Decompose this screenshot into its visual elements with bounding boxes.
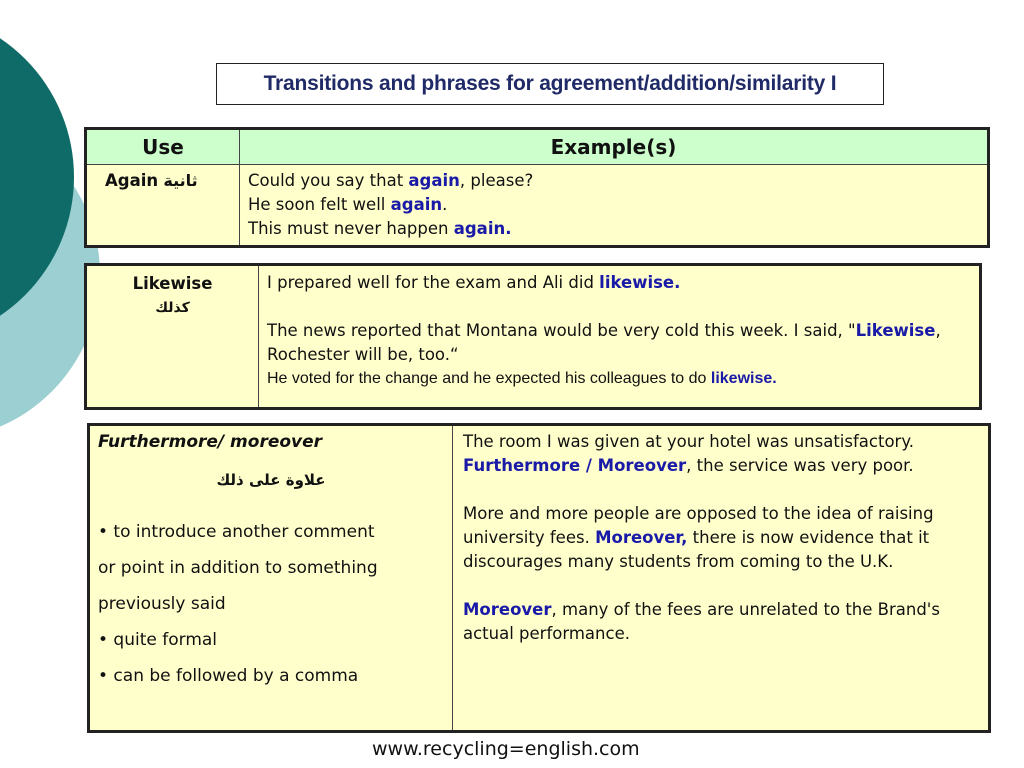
table-likewise: [84, 263, 982, 410]
examples-cell: [453, 425, 990, 732]
table-row: [86, 165, 989, 247]
header-use: Use: [86, 129, 240, 165]
usage-note: • can be followed by a comma: [98, 666, 359, 686]
example-keyword: Moreover: [463, 600, 552, 619]
example-line: [267, 367, 971, 391]
example-line: [248, 169, 979, 193]
use-arabic: كذلك: [155, 300, 190, 316]
example-text: I prepared well for the exam and Ali did: [267, 273, 600, 292]
usage-note: • quite formal: [98, 630, 218, 650]
example-text: The room I was given at your hotel was unsatisfactory.: [463, 432, 914, 451]
use-arabic: ثانية: [163, 171, 198, 190]
header-examples: Example(s): [240, 129, 989, 165]
page-title: Transitions and phrases for agreement/addition/similarity I: [263, 72, 837, 95]
table-row: [86, 265, 981, 409]
use-cell: [89, 425, 453, 732]
use-arabic: علاوة على ذلك: [216, 471, 326, 489]
example-text: More and more people are opposed to the idea of raising university fees.: [463, 504, 934, 547]
table-again: [84, 127, 990, 248]
example-text: .: [442, 195, 448, 214]
example-text: He soon felt well: [248, 195, 391, 214]
example-text: , the service was very poor.: [686, 456, 914, 475]
example-keyword: Moreover,: [595, 528, 688, 547]
use-word: Again: [105, 171, 159, 190]
usage-note: • to introduce another comment: [98, 522, 375, 542]
example-text: , many of the fees are unrelated to the Brand's actual performance.: [463, 600, 940, 643]
example-text: , please?: [459, 171, 534, 190]
table-header-row: [86, 129, 989, 165]
example-keyword: likewise.: [710, 370, 777, 387]
example-line: [267, 271, 971, 295]
example-line: [248, 217, 979, 241]
use-cell: [86, 265, 259, 409]
example-text: This must never happen: [248, 219, 454, 238]
example-keyword: likewise.: [599, 273, 681, 292]
example-keyword: again: [408, 171, 460, 190]
example-text: The news reported that Montana would be very cold this week. I said, ": [267, 321, 856, 340]
example-keyword: again.: [453, 219, 512, 238]
example-line: [463, 502, 978, 574]
example-keyword: Likewise: [855, 321, 936, 340]
example-line: [463, 598, 978, 646]
examples-cell: [259, 265, 981, 409]
usage-note: or point in addition to something: [98, 558, 378, 578]
example-keyword: Furthermore / Moreover: [463, 456, 687, 475]
use-cell: [86, 165, 240, 247]
title-box: [216, 63, 884, 105]
example-line: [248, 193, 979, 217]
examples-cell: [240, 165, 989, 247]
usage-note: previously said: [98, 594, 226, 614]
example-text: He voted for the change and he expected his colleagues to do: [267, 370, 711, 387]
footer-url: www.recycling=english.com: [372, 738, 640, 760]
example-text: , Rochester will be, too.“: [267, 321, 941, 364]
example-text: there is now evidence that it discourages many students from coming to the U.K.: [463, 528, 930, 571]
use-word: Furthermore/ moreover: [98, 432, 323, 452]
example-line: [267, 319, 971, 367]
usage-notes: [98, 514, 444, 694]
example-line: [463, 430, 978, 478]
example-text: Could you say that: [248, 171, 409, 190]
table-row: [89, 425, 990, 732]
example-keyword: again: [390, 195, 443, 214]
table-furthermore: [87, 423, 991, 733]
use-word: Likewise: [132, 274, 213, 293]
